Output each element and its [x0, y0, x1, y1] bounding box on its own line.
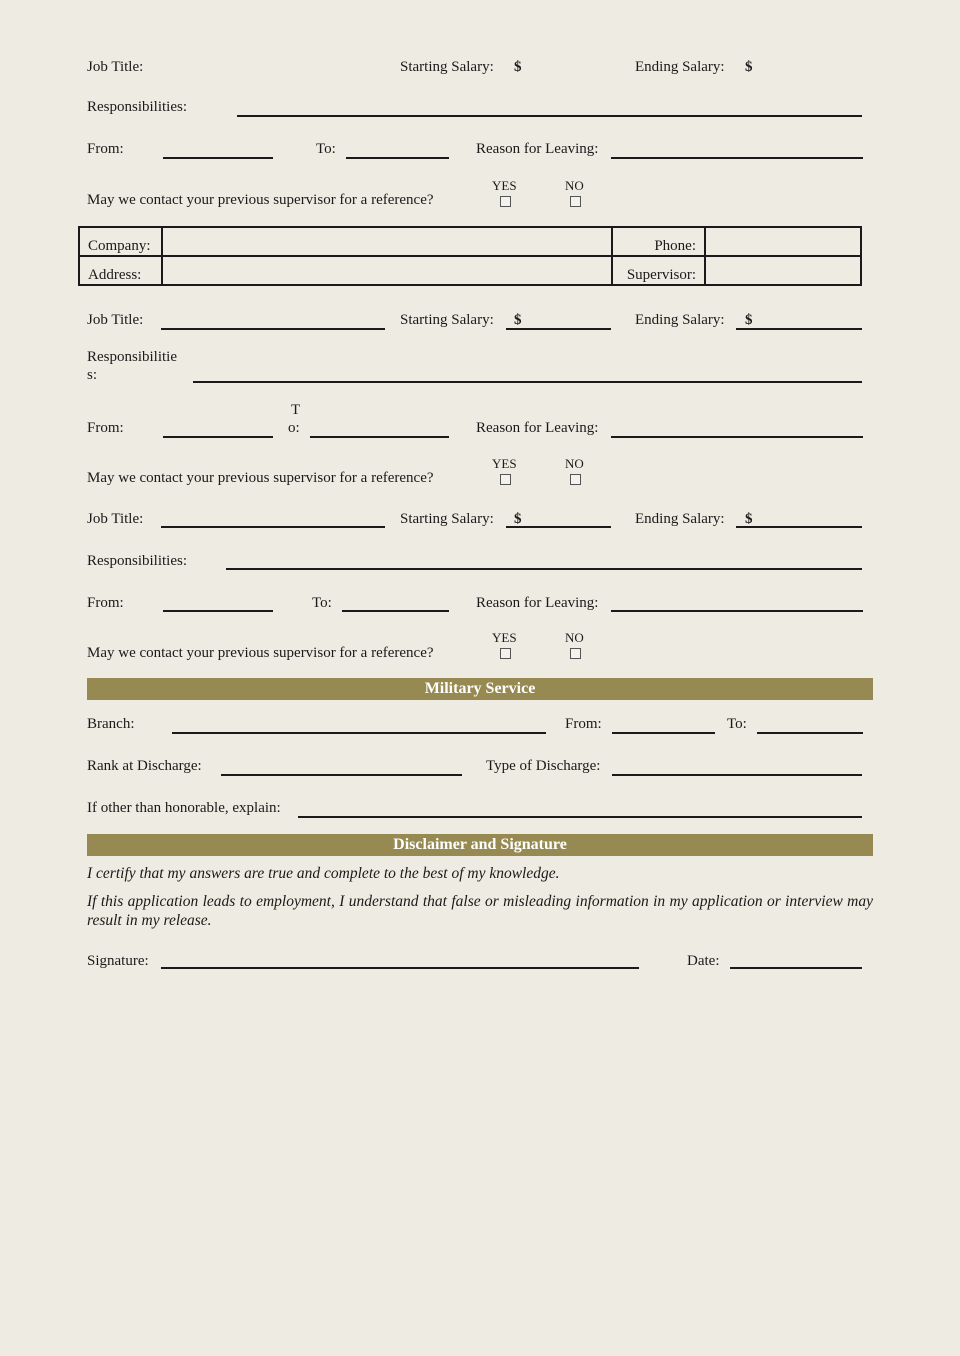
to-label: To:: [316, 141, 336, 157]
reason-field[interactable]: [611, 436, 863, 438]
to-label: T: [291, 402, 301, 418]
date-field[interactable]: [730, 967, 862, 969]
to-label-wrap: o:: [288, 420, 300, 436]
military-service-header: Military Service: [87, 678, 873, 700]
military-from-field[interactable]: [612, 732, 715, 734]
to-field[interactable]: [310, 436, 449, 438]
responsibilities-field[interactable]: [193, 381, 862, 383]
company-field[interactable]: [162, 227, 612, 256]
military-to-field[interactable]: [757, 732, 863, 734]
dollar-sign: $: [745, 312, 753, 328]
explain-label: If other than honorable, explain:: [87, 800, 281, 816]
date-label: Date:: [687, 953, 720, 969]
signature-label: Signature:: [87, 953, 149, 969]
to-field[interactable]: [342, 610, 449, 612]
no-checkbox[interactable]: [570, 474, 581, 485]
reason-field[interactable]: [611, 157, 863, 159]
release-statement: If this application leads to employment, I understand that false or misleading information in my application or interview may result in my release.: [87, 893, 873, 929]
dollar-sign: $: [514, 312, 522, 328]
no-checkbox[interactable]: [570, 648, 581, 659]
yes-checkbox[interactable]: [500, 196, 511, 207]
branch-field[interactable]: [172, 732, 546, 734]
ending-salary-label: Ending Salary:: [635, 59, 725, 75]
branch-label: Branch:: [87, 716, 135, 732]
responsibilities-label: Responsibilitie: [87, 349, 177, 365]
to-field[interactable]: [346, 157, 449, 159]
reason-label: Reason for Leaving:: [476, 141, 599, 157]
ending-salary-label: Ending Salary:: [635, 511, 725, 527]
contact-question: May we contact your previous supervisor for a reference?: [87, 645, 434, 661]
responsibilities-label: Responsibilities:: [87, 553, 188, 569]
job-title-label: Job Title:: [87, 312, 144, 328]
company-label: Company:: [79, 227, 162, 256]
phone-field[interactable]: [705, 227, 861, 256]
phone-label: Phone:: [612, 227, 705, 256]
dollar-sign: $: [514, 59, 522, 75]
starting-salary-label: Starting Salary:: [400, 59, 494, 75]
no-label: NO: [565, 456, 584, 471]
starting-salary-label: Starting Salary:: [400, 312, 494, 328]
dollar-sign: $: [514, 511, 522, 527]
military-from-label: From:: [565, 716, 602, 732]
supervisor-label: Supervisor:: [612, 256, 705, 285]
ending-salary-field[interactable]: [736, 328, 862, 330]
discharge-type-field[interactable]: [612, 774, 862, 776]
military-to-label: To:: [727, 716, 747, 732]
from-field[interactable]: [163, 610, 273, 612]
no-checkbox[interactable]: [570, 196, 581, 207]
job-title-field[interactable]: [161, 328, 385, 330]
job-title-label: Job Title:: [87, 59, 144, 75]
contact-question: May we contact your previous supervisor for a reference?: [87, 470, 434, 486]
company-info-table: [78, 226, 862, 286]
address-field[interactable]: [162, 256, 612, 285]
reason-field[interactable]: [611, 610, 863, 612]
from-label: From:: [87, 141, 124, 157]
yes-checkbox[interactable]: [500, 474, 511, 485]
ending-salary-label: Ending Salary:: [635, 312, 725, 328]
yes-label: YES: [492, 630, 517, 645]
responsibilities-field[interactable]: [226, 568, 862, 570]
responsibilities-label-wrap: s:: [87, 367, 98, 383]
dollar-sign: $: [745, 511, 753, 527]
ending-salary-field[interactable]: [736, 526, 862, 528]
responsibilities-field[interactable]: [237, 115, 862, 117]
no-label: NO: [565, 630, 584, 645]
yes-label: YES: [492, 178, 517, 193]
explain-field[interactable]: [298, 816, 862, 818]
contact-question: May we contact your previous supervisor for a reference?: [87, 192, 434, 208]
starting-salary-field[interactable]: [506, 328, 611, 330]
responsibilities-label: Responsibilities:: [87, 99, 188, 115]
no-label: NO: [565, 178, 584, 193]
discharge-type-label: Type of Discharge:: [486, 758, 601, 774]
disclaimer-header: Disclaimer and Signature: [87, 834, 873, 856]
yes-label: YES: [492, 456, 517, 471]
reason-label: Reason for Leaving:: [476, 420, 599, 436]
rank-field[interactable]: [221, 774, 462, 776]
signature-field[interactable]: [161, 967, 639, 969]
starting-salary-label: Starting Salary:: [400, 511, 494, 527]
job-title-field[interactable]: [161, 526, 385, 528]
job-title-label: Job Title:: [87, 511, 144, 527]
address-label: Address:: [79, 256, 162, 285]
reason-label: Reason for Leaving:: [476, 595, 599, 611]
certify-statement: I certify that my answers are true and complete to the best of my knowledge.: [87, 865, 560, 882]
from-label: From:: [87, 595, 124, 611]
from-field[interactable]: [163, 436, 273, 438]
supervisor-field[interactable]: [705, 256, 861, 285]
to-label: To:: [312, 595, 332, 611]
rank-label: Rank at Discharge:: [87, 758, 202, 774]
yes-checkbox[interactable]: [500, 648, 511, 659]
from-label: From:: [87, 420, 124, 436]
starting-salary-field[interactable]: [506, 526, 611, 528]
dollar-sign: $: [745, 59, 753, 75]
from-field[interactable]: [163, 157, 273, 159]
